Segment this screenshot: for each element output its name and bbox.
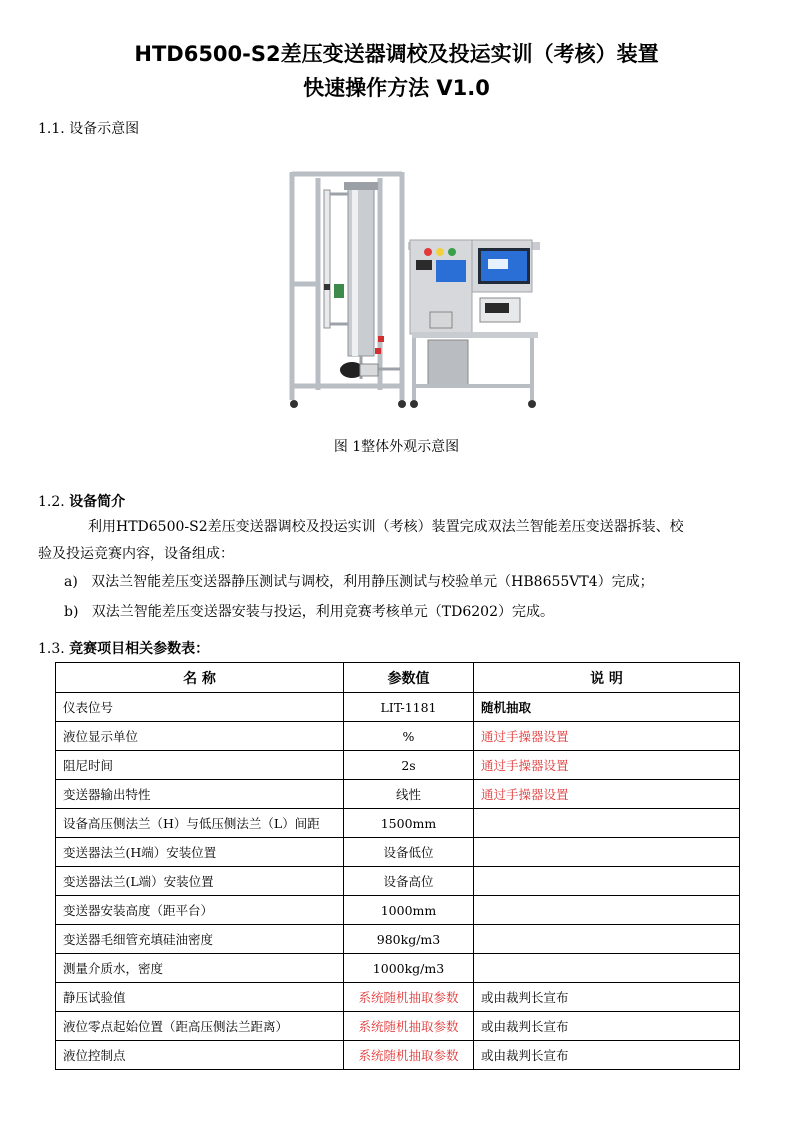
table-cell-name: 测量介质水，密度 — [56, 954, 344, 983]
parameter-table — [55, 662, 740, 1070]
table-cell-note — [474, 954, 740, 983]
column-header: 名 称 — [56, 663, 344, 693]
table-row — [56, 838, 740, 867]
figure-caption: 图 1整体外观示意图 — [333, 439, 460, 455]
table-cell-note: 通过手操器设置 — [474, 751, 740, 780]
list-marker: a) — [64, 574, 78, 590]
list-item-a — [64, 571, 654, 591]
section-heading-1-3 — [38, 638, 209, 658]
table-cell-note: 或由裁判长宣布 — [474, 983, 740, 1012]
table-cell-note: 通过手操器设置 — [474, 780, 740, 809]
table-cell-note: 或由裁判长宣布 — [474, 1012, 740, 1041]
section-title: 设备示意图 — [69, 121, 140, 137]
table-cell-name: 静压试验值 — [56, 983, 344, 1012]
document-subtitle: 快速操作方法 V1.0 — [303, 76, 490, 100]
table-cell-name: 设备高压侧法兰（H）与低压侧法兰（L）间距 — [56, 809, 344, 838]
table-cell-value: 1000kg/m3 — [344, 954, 474, 983]
intro-line-2: 验及投运竞赛内容，设备组成： — [38, 546, 234, 562]
section-title: 竞赛项目相关参数表： — [69, 641, 210, 657]
table-cell-name: 变送器法兰(H端）安装位置 — [56, 838, 344, 867]
table-cell-note — [474, 925, 740, 954]
level-gauge — [324, 190, 330, 328]
table-cell-value: 系统随机抽取参数 — [344, 1012, 474, 1041]
intro-line-1: 利用HTD6500-S2差压变送器调校及投运实训（考核）装置完成双法兰智能差压变送器拆装、校 — [88, 519, 684, 535]
section-title: 设备简介 — [69, 494, 126, 510]
table-cell-note — [474, 809, 740, 838]
table-cell-value: 2s — [344, 751, 474, 780]
transmitter — [334, 284, 344, 298]
table-cell-name: 变送器法兰(L端）安装位置 — [56, 867, 344, 896]
section-heading-1-1 — [38, 118, 139, 138]
section-heading-1-2 — [38, 491, 125, 511]
intro-paragraph — [38, 514, 756, 568]
panel-screen — [436, 260, 466, 282]
table-cell-name: 阻尼时间 — [56, 751, 344, 780]
table-cell-value: 980kg/m3 — [344, 925, 474, 954]
table-row — [56, 1012, 740, 1041]
table-cell-value: % — [344, 722, 474, 751]
table-cell-name: 变送器输出特性 — [56, 780, 344, 809]
table-row — [56, 780, 740, 809]
section-number: 1.3. — [38, 641, 65, 657]
table-row — [56, 693, 740, 722]
table-row — [56, 809, 740, 838]
table-cell-value: 设备高位 — [344, 867, 474, 896]
table-cell-name: 变送器毛细管充填硅油密度 — [56, 925, 344, 954]
table-row — [56, 983, 740, 1012]
table-cell-note: 或由裁判长宣布 — [474, 1041, 740, 1070]
section-number: 1.1. — [38, 121, 65, 137]
table-cell-value: LIT-1181 — [344, 693, 474, 722]
table-cell-note: 通过手操器设置 — [474, 722, 740, 751]
table-row — [56, 925, 740, 954]
table-cell-note — [474, 838, 740, 867]
table-cell-note — [474, 896, 740, 925]
column-header: 参数值 — [344, 663, 474, 693]
section-number: 1.2. — [38, 494, 65, 510]
column-header: 说 明 — [474, 663, 740, 693]
table-row — [56, 1041, 740, 1070]
equipment-photo — [280, 164, 545, 414]
table-row — [56, 867, 740, 896]
table-row — [56, 954, 740, 983]
table-row — [56, 722, 740, 751]
table-cell-value: 线性 — [344, 780, 474, 809]
table-cell-name: 液位控制点 — [56, 1041, 344, 1070]
wheels — [290, 400, 536, 408]
table-row — [56, 896, 740, 925]
table-cell-name: 液位显示单位 — [56, 722, 344, 751]
table-cell-note — [474, 867, 740, 896]
table-cell-value: 系统随机抽取参数 — [344, 983, 474, 1012]
table-cell-name: 变送器安装高度（距平台） — [56, 896, 344, 925]
right-cabinet — [408, 240, 540, 400]
table-cell-value: 设备低位 — [344, 838, 474, 867]
table-cell-value: 系统随机抽取参数 — [344, 1041, 474, 1070]
document-title: HTD6500-S2差压变送器调校及投运实训（考核）装置 — [134, 42, 659, 66]
list-text: 双法兰智能差压变送器安装与投运，利用竞赛考核单元（TD6202）完成。 — [91, 604, 554, 620]
table-cell-name: 液位零点起始位置（距高压侧法兰距离） — [56, 1012, 344, 1041]
table-cell-value: 1500mm — [344, 809, 474, 838]
column-tank — [348, 184, 374, 356]
table-cell-value: 1000mm — [344, 896, 474, 925]
list-marker: b) — [64, 604, 79, 620]
table-cell-note: 随机抽取 — [474, 693, 740, 722]
table-row — [56, 751, 740, 780]
list-item-b — [64, 601, 554, 621]
cabinet-box — [428, 340, 468, 386]
list-text: 双法兰智能差压变送器静压测试与调校，利用静压测试与校验单元（HB8655VT4）完成； — [91, 574, 654, 590]
table-cell-name: 仪表位号 — [56, 693, 344, 722]
table-header-row — [56, 663, 740, 693]
